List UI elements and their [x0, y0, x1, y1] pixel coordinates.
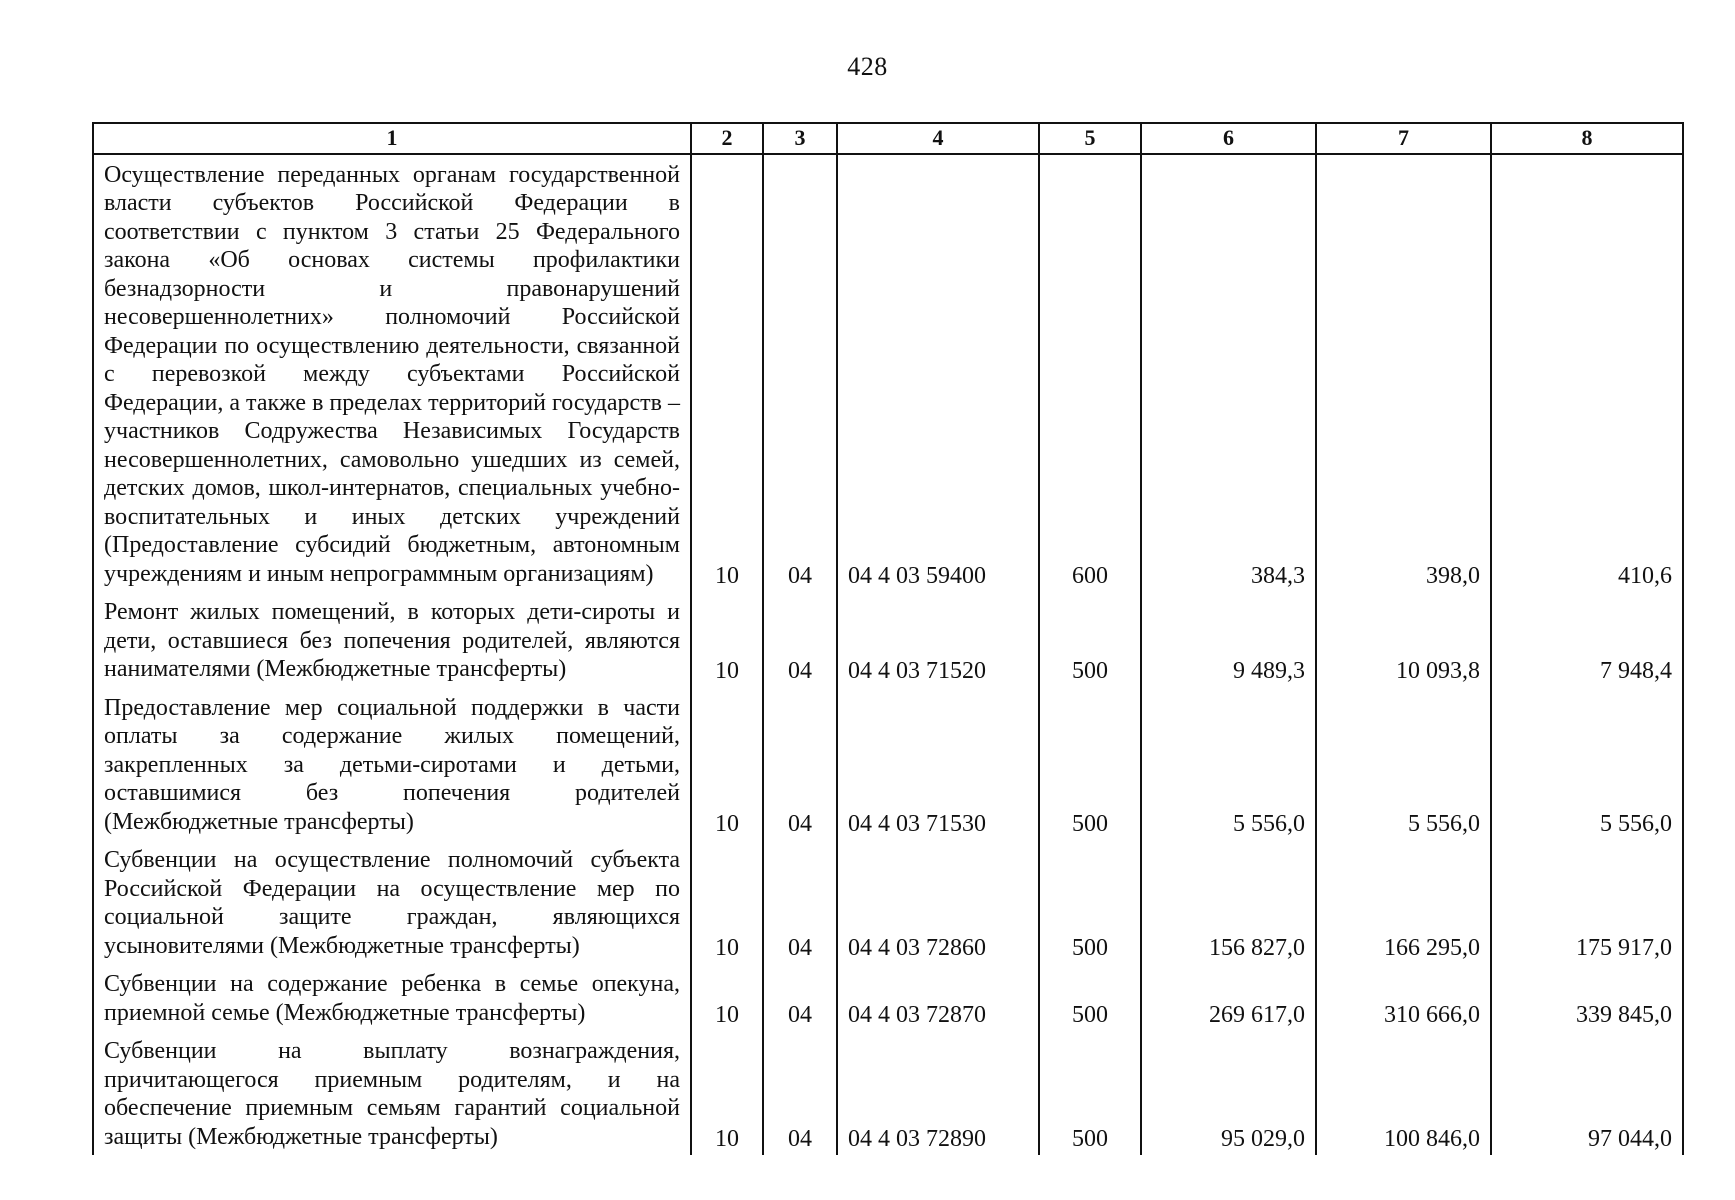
- row-amount-col8: 339 845,0: [1491, 964, 1683, 1031]
- row-amount-col8: 5 556,0: [1491, 688, 1683, 841]
- row-amount-col7: 10 093,8: [1316, 592, 1491, 688]
- row-amount-col7: 310 666,0: [1316, 964, 1491, 1031]
- table-row: [93, 840, 1683, 964]
- column-header-2: 2: [691, 123, 763, 154]
- row-target-article-code: 04 4 03 72860: [837, 840, 1039, 964]
- row-target-article-code: 04 4 03 59400: [837, 154, 1039, 593]
- row-target-article-code: 04 4 03 71520: [837, 592, 1039, 688]
- row-subsection-code: 04: [763, 964, 837, 1031]
- row-section-code: 10: [691, 840, 763, 964]
- column-header-4: 4: [837, 123, 1039, 154]
- table-row: [93, 154, 1683, 593]
- row-description: Субвенции на осуществление полномочий субъекта Российской Федерации на осуществление мер по социальной защите граждан, являющихся усыновителями (Межбюджетные трансферты): [93, 840, 691, 964]
- page-number: 428: [847, 52, 888, 81]
- row-amount-col6: 156 827,0: [1141, 840, 1316, 964]
- row-description: Ремонт жилых помещений, в которых дети-сироты и дети, оставшиеся без попечения родителей, являются нанимателями (Межбюджетные трансферты): [93, 592, 691, 688]
- row-subsection-code: 04: [763, 154, 837, 593]
- column-header-6: 6: [1141, 123, 1316, 154]
- row-expense-type-code: 600: [1039, 154, 1141, 593]
- column-header-5: 5: [1039, 123, 1141, 154]
- table-row: [93, 964, 1683, 1031]
- row-amount-col8: 410,6: [1491, 154, 1683, 593]
- row-expense-type-code: 500: [1039, 964, 1141, 1031]
- row-section-code: 10: [691, 1031, 763, 1155]
- table-row: [93, 688, 1683, 841]
- row-section-code: 10: [691, 964, 763, 1031]
- row-expense-type-code: 500: [1039, 1031, 1141, 1155]
- column-header-7: 7: [1316, 123, 1491, 154]
- row-description: Субвенции на содержание ребенка в семье опекуна, приемной семье (Межбюджетные трансферты): [93, 964, 691, 1031]
- row-target-article-code: 04 4 03 72870: [837, 964, 1039, 1031]
- row-expense-type-code: 500: [1039, 840, 1141, 964]
- column-header-1: 1: [93, 123, 691, 154]
- row-description: Предоставление мер социальной поддержки в части оплаты за содержание жилых помещений, закрепленных за детьми-сиротами и детьми, оставшимися без попечения родителей (Межбюджетные трансферты): [93, 688, 691, 841]
- row-amount-col8: 7 948,4: [1491, 592, 1683, 688]
- column-header-3: 3: [763, 123, 837, 154]
- row-amount-col7: 100 846,0: [1316, 1031, 1491, 1155]
- row-section-code: 10: [691, 592, 763, 688]
- row-section-code: 10: [691, 688, 763, 841]
- row-amount-col8: 175 917,0: [1491, 840, 1683, 964]
- table-row: [93, 592, 1683, 688]
- table-row: [93, 1031, 1683, 1155]
- row-target-article-code: 04 4 03 72890: [837, 1031, 1039, 1155]
- row-description: Осуществление переданных органам государственной власти субъектов Российской Федерации в соответствии с пунктом 3 статьи 25 Федерального закона «Об основах системы профилактики безнадзорности и правонарушений несовершеннолетних» полномочий Российской Федерации по осуществлению деятельности, связанной с перевозкой между субъектами Российской Федерации, а также в пределах территорий государств – участников Содружества Независимых Государств несовершеннолетних, самовольно ушедших из семей, детских домов, школ-интернатов, специальных учебно-воспитательных и иных детских учреждений (Предоставление субсидий бюджетным, автономным учреждениям и иным непрограммным организациям): [93, 154, 691, 593]
- row-description: Субвенции на выплату вознаграждения, причитающегося приемным родителям, и на обеспечение приемным семьям гарантий социальной защиты (Межбюджетные трансферты): [93, 1031, 691, 1155]
- row-target-article-code: 04 4 03 71530: [837, 688, 1039, 841]
- row-amount-col6: 95 029,0: [1141, 1031, 1316, 1155]
- column-header-8: 8: [1491, 123, 1683, 154]
- row-amount-col6: 9 489,3: [1141, 592, 1316, 688]
- row-amount-col6: 5 556,0: [1141, 688, 1316, 841]
- row-amount-col7: 398,0: [1316, 154, 1491, 593]
- row-expense-type-code: 500: [1039, 688, 1141, 841]
- row-subsection-code: 04: [763, 1031, 837, 1155]
- row-amount-col7: 5 556,0: [1316, 688, 1491, 841]
- row-amount-col8: 97 044,0: [1491, 1031, 1683, 1155]
- row-section-code: 10: [691, 154, 763, 593]
- row-amount-col7: 166 295,0: [1316, 840, 1491, 964]
- row-expense-type-code: 500: [1039, 592, 1141, 688]
- row-amount-col6: 384,3: [1141, 154, 1316, 593]
- budget-table: [92, 122, 1684, 1155]
- row-subsection-code: 04: [763, 840, 837, 964]
- row-subsection-code: 04: [763, 688, 837, 841]
- row-subsection-code: 04: [763, 592, 837, 688]
- table-header-row: [93, 123, 1683, 154]
- row-amount-col6: 269 617,0: [1141, 964, 1316, 1031]
